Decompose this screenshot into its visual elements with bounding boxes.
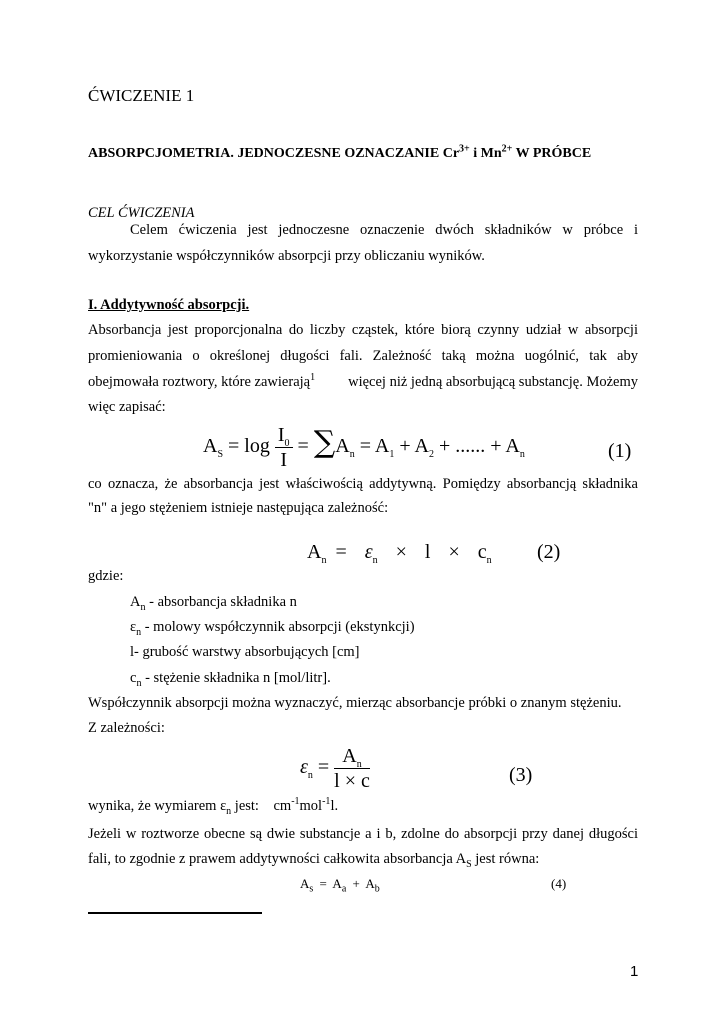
- definition-en-text: - molowy współczynnik absorpcji (ekstynkcji): [144, 619, 415, 635]
- paragraph-line-3a: [88, 372, 315, 392]
- footnote-separator: [88, 912, 262, 914]
- equation-1: $A_S = \log$ $\frac{I_0}{I}$ = $\sum A_n = A_1 + A_2$ + ...... + $A_n$: [203, 424, 525, 471]
- definition-cn-text: - stężenie składnika n [mol/litr].: [145, 670, 331, 686]
- equation-4-number: (4): [551, 876, 567, 891]
- title-end: W PRÓBCE: [512, 146, 592, 161]
- unit-line-pre: wynika, że wymiarem: [88, 798, 217, 814]
- after-eq1-line-2: "n" a jego stężeniem istnieje następująca zależność:: [88, 500, 389, 516]
- equation-4: $A_s = A_a + A_b$: [300, 876, 380, 895]
- title-mid: i Mn: [469, 146, 502, 161]
- definition-an: $A_n$ - absorbancja składnika n: [130, 594, 297, 613]
- page-number: 1: [630, 963, 639, 980]
- goal-line-2: wykorzystanie współczynników absorpcji przy obliczaniu wyników.: [88, 248, 485, 264]
- title-mn-sup: 2+: [501, 143, 513, 155]
- eq3-fraction: $\frac{A_n}{l \times c}$: [334, 745, 370, 792]
- coefficient-line: Współczynnik absorpcji można wyznaczyć, mierząc absorbancje próbki o znanym stężeniu.: [88, 695, 622, 711]
- paragraph-line-4: więc zapisać:: [88, 399, 166, 415]
- definition-an-text: - absorbancja składnika n: [149, 594, 297, 610]
- exercise-title: ĆWICZENIE 1: [88, 86, 195, 105]
- paragraph-line-1: Absorbancja jest proporcjonalna do liczby cząstek, które biorą czynny udział w absorpcji: [88, 322, 638, 338]
- two-substances-line-1: Jeżeli w roztworze obecne są dwie substancje a i b, zdolne do absorpcji przy danej długości: [88, 826, 638, 842]
- after-eq1-line-1: co oznacza, że absorbancja jest właściwością addytywną. Pomiędzy absorbancją składnika: [88, 476, 638, 492]
- two-substances-line-2a: fali, to zgodnie z prawem addytywności całkowita absorbancja A: [88, 851, 467, 867]
- title-main: ABSORPCJOMETRIA. JEDNOCZESNE OZNACZANIE Cr: [88, 146, 460, 161]
- two-substances-sub: S: [466, 858, 472, 870]
- paragraph-line-2: promieniowania o określonej długości fali. Zależność taką można uogólnić, tak aby: [88, 348, 638, 364]
- equation-2-number: (2): [537, 541, 561, 563]
- eq1-fraction: $\frac{I_0}{I}$: [275, 423, 293, 472]
- equation-3: $\varepsilon_n$ = $\frac{A_n}{l \times c}$: [300, 745, 370, 792]
- section-heading: I. Addytywność absorpcji.: [88, 297, 250, 313]
- where-label: gdzie:: [88, 568, 124, 584]
- two-substances-line-2: [88, 849, 539, 869]
- two-substances-line-2b: jest równa:: [471, 851, 540, 867]
- paragraph-line-3b: więcej niż jedną absorbującą substancję. Możemy: [348, 374, 638, 390]
- definition-en: $\varepsilon_n$ - molowy współczynnik absorpcji (ekstynkcji): [130, 619, 415, 638]
- definition-l: l- grubość warstwy absorbujących [cm]: [130, 644, 360, 660]
- equation-1-number: (1): [608, 440, 632, 462]
- title-cr-sup: 3+: [459, 143, 470, 155]
- unit-line-mid: jest:: [234, 798, 259, 814]
- equation-3-number: (3): [509, 764, 533, 786]
- paragraph-line-3: [88, 372, 638, 392]
- definition-cn: $c_n$ - stężenie składnika n [mol/litr].: [130, 670, 331, 689]
- paragraph-line-3a-text: obejmowała roztwory, które zawierają: [88, 374, 311, 390]
- equation-2: $A_n = \varepsilon_n \times l \times c_n$: [307, 541, 492, 566]
- unit-line: wynika, że wymiarem $\varepsilon_n$ jest: $cm^{-1}mol^{-1}l$.: [88, 796, 339, 817]
- goal-line-1: Celem ćwiczenia jest jednoczesne oznaczenie dwóch składników w próbce i: [130, 222, 638, 238]
- goal-label: CEL ĆWICZENIA: [88, 205, 195, 221]
- from-relation: Z zależności:: [88, 720, 165, 736]
- document-title: [88, 143, 592, 162]
- footnote-ref: 1: [310, 372, 316, 384]
